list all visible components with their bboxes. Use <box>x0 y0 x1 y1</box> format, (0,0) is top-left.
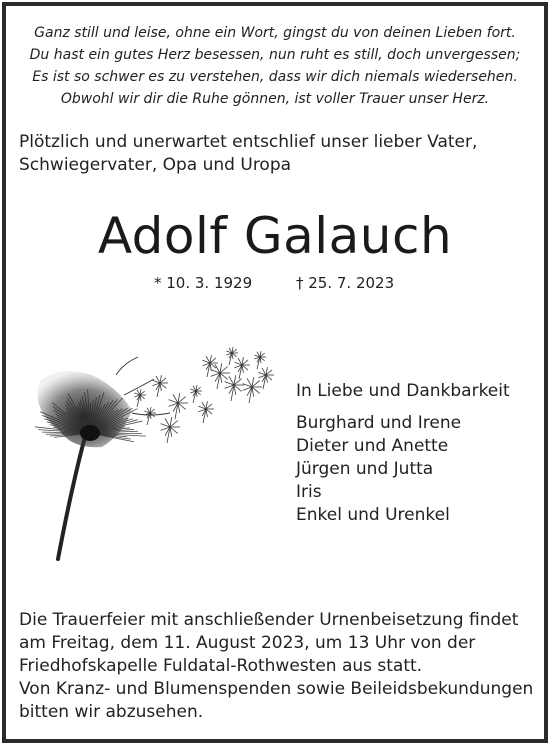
family-member: Burghard und Irene <box>296 413 462 433</box>
death-date: † 25. 7. 2023 <box>296 274 395 292</box>
deceased-name: Adolf Galauch <box>97 207 453 265</box>
service-line: Die Trauerfeier mit anschließender Urnenbeisetzung findet <box>19 610 519 630</box>
family-member: Dieter und Anette <box>296 436 449 456</box>
intro-line: Plötzlich und unerwartet entschlief unser lieber Vater, <box>19 132 478 152</box>
family-heading: In Liebe und Dankbarkeit <box>296 381 510 401</box>
service-line: Von Kranz- und Blumenspenden sowie Beileidsbekundungen <box>19 679 534 699</box>
intro-line: Schwiegervater, Opa und Uropa <box>19 155 292 175</box>
dandelion-icon <box>20 335 280 565</box>
family-member: Enkel und Urenkel <box>296 505 450 525</box>
poem-line: Obwohl wir dir die Ruhe gönnen, ist voller Trauer unser Herz. <box>60 91 490 107</box>
service-line: Friedhofskapelle Fuldatal-Rothwesten aus statt. <box>19 656 423 676</box>
family-block <box>296 380 510 527</box>
poem-line: Ganz still und leise, ohne ein Wort, gingst du von deinen Lieben fort. <box>34 25 516 41</box>
family-member: Jürgen und Jutta <box>296 459 434 479</box>
poem-line: Du hast ein gutes Herz besessen, nun ruht es still, doch unvergessen; <box>29 47 521 63</box>
intro-text <box>19 131 477 177</box>
poem-line: Es ist so schwer es zu verstehen, dass wir dich niemals wiedersehen. <box>32 69 518 85</box>
birth-date: * 10. 3. 1929 <box>154 274 253 292</box>
service-line: bitten wir abzusehen. <box>19 702 204 722</box>
family-member: Iris <box>296 482 322 502</box>
service-line: am Freitag, dem 11. August 2023, um 13 Uhr von der <box>19 633 476 653</box>
poem <box>10 22 540 110</box>
service-info <box>19 609 533 724</box>
